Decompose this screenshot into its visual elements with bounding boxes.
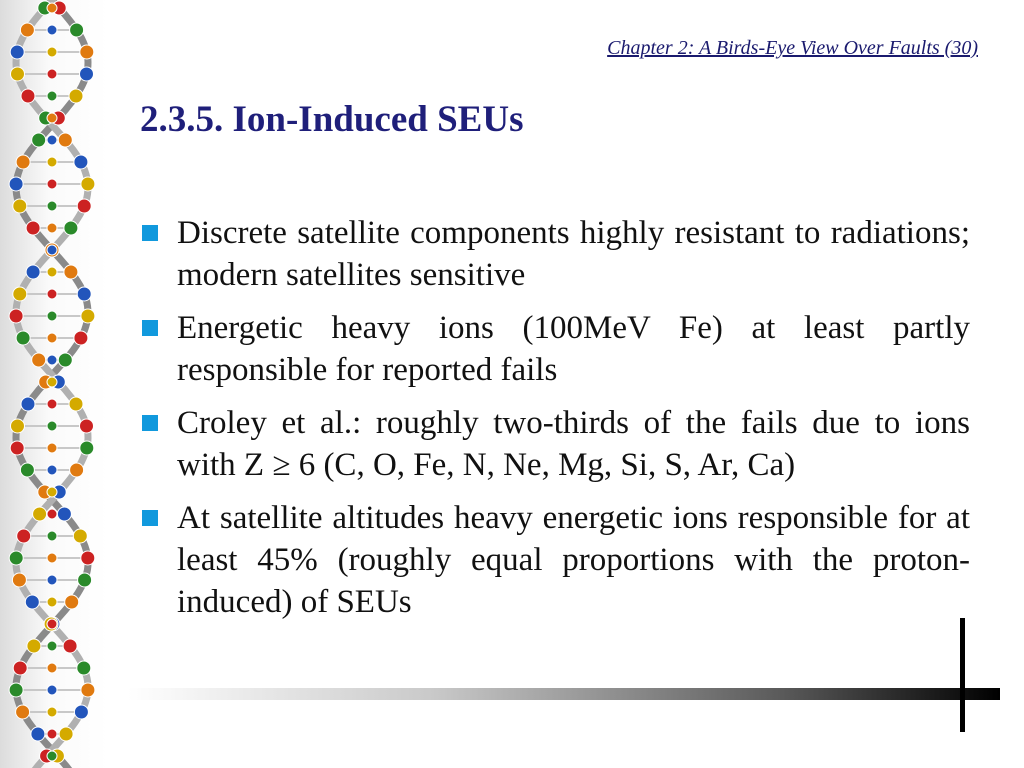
dna-bead xyxy=(21,89,35,103)
dna-bead xyxy=(10,441,24,455)
dna-bead xyxy=(47,69,57,79)
dna-bead xyxy=(65,595,79,609)
dna-bead xyxy=(47,553,57,563)
dna-bead xyxy=(11,67,25,81)
dna-bead xyxy=(47,311,57,321)
dna-bead xyxy=(16,155,30,169)
dna-bead xyxy=(16,331,30,345)
dna-bead xyxy=(47,3,57,13)
dna-bead xyxy=(32,353,46,367)
bullet-item xyxy=(140,212,970,296)
dna-bead xyxy=(47,619,57,629)
dna-bead xyxy=(10,45,24,59)
dna-bead xyxy=(26,221,40,235)
dna-bead xyxy=(13,199,27,213)
dna-bead xyxy=(74,331,88,345)
dna-bead xyxy=(32,133,46,147)
dna-bead xyxy=(9,551,23,565)
dna-bead xyxy=(64,221,78,235)
dna-bead xyxy=(47,223,57,233)
dna-bead xyxy=(11,419,25,433)
dna-bead xyxy=(47,399,57,409)
dna-bead xyxy=(47,729,57,739)
dna-bead xyxy=(47,135,57,145)
bullet-item xyxy=(140,497,970,623)
dna-bead xyxy=(77,199,91,213)
dna-bead xyxy=(47,113,57,123)
dna-bead xyxy=(33,507,47,521)
dna-bead xyxy=(70,463,84,477)
dna-bead xyxy=(47,355,57,365)
dna-helix-graphic xyxy=(0,0,108,768)
dna-bead xyxy=(31,727,45,741)
dna-bead xyxy=(47,179,57,189)
dna-bead xyxy=(80,45,94,59)
dna-bead xyxy=(47,91,57,101)
dna-bead xyxy=(47,333,57,343)
dna-bead xyxy=(64,265,78,279)
dna-bead xyxy=(47,641,57,651)
dna-bead xyxy=(81,177,95,191)
dna-bead xyxy=(47,267,57,277)
bullet-square-icon xyxy=(142,225,158,241)
bullet-item xyxy=(140,307,970,391)
dna-bead xyxy=(47,201,57,211)
dna-bead xyxy=(20,463,34,477)
footer-gradient-rule xyxy=(128,688,1000,700)
bullet-text: At satellite altitudes heavy energetic ions responsible for at least 45% (roughly equal proportions with the proton-induced) of SEUs xyxy=(177,500,970,620)
dna-bead xyxy=(69,397,83,411)
dna-bead xyxy=(77,661,91,675)
chapter-header: Chapter 2: A Birds-Eye View Over Faults (30) xyxy=(607,37,978,59)
dna-bead xyxy=(81,551,95,565)
dna-bead xyxy=(47,487,57,497)
dna-bead xyxy=(80,67,94,81)
dna-bead xyxy=(58,133,72,147)
dna-bead xyxy=(20,23,34,37)
dna-bead xyxy=(26,265,40,279)
dna-bead xyxy=(16,705,30,719)
dna-bead xyxy=(47,751,57,761)
dna-bead xyxy=(13,661,27,675)
dna-bead xyxy=(74,705,88,719)
dna-bead xyxy=(47,465,57,475)
dna-bead xyxy=(47,597,57,607)
bullet-square-icon xyxy=(142,415,158,431)
dna-bead xyxy=(59,727,73,741)
dna-bead xyxy=(47,707,57,717)
bullet-square-icon xyxy=(142,510,158,526)
dna-bead xyxy=(17,529,31,543)
dna-bead xyxy=(80,419,94,433)
dna-bead xyxy=(9,683,23,697)
dna-bead xyxy=(73,529,87,543)
dna-bead xyxy=(63,639,77,653)
dna-bead xyxy=(9,309,23,323)
bullet-text: Croley et al.: roughly two-thirds of the fails due to ions with Z ≥ 6 (C, O, Fe, N, Ne, Mg, Si, S, Ar, Ca) xyxy=(177,405,970,483)
dna-bead xyxy=(57,507,71,521)
dna-bead xyxy=(47,25,57,35)
dna-bead xyxy=(81,309,95,323)
bullet-square-icon xyxy=(142,320,158,336)
dna-bead xyxy=(47,47,57,57)
dna-bead xyxy=(9,177,23,191)
bullet-text: Discrete satellite components highly resistant to radiations; modern satellites sensitive xyxy=(177,215,970,293)
dna-bead xyxy=(47,575,57,585)
bullet-item xyxy=(140,402,970,486)
dna-bead xyxy=(47,245,57,255)
bullet-list xyxy=(140,212,970,634)
dna-bead xyxy=(47,685,57,695)
dna-bead xyxy=(77,287,91,301)
dna-bead xyxy=(81,683,95,697)
dna-helix-decoration xyxy=(0,0,108,768)
dna-bead xyxy=(70,23,84,37)
dna-bead xyxy=(47,377,57,387)
dna-bead xyxy=(74,155,88,169)
dna-bead xyxy=(47,509,57,519)
slide-title: 2.3.5. Ion-Induced SEUs xyxy=(140,99,524,140)
dna-bead xyxy=(58,353,72,367)
dna-bead xyxy=(47,531,57,541)
bullet-text: Energetic heavy ions (100MeV Fe) at least partly responsible for reported fails xyxy=(177,310,970,388)
corner-vertical-mark xyxy=(960,618,965,732)
dna-bead xyxy=(80,441,94,455)
dna-bead xyxy=(47,663,57,673)
dna-bead xyxy=(69,89,83,103)
dna-bead xyxy=(12,573,26,587)
dna-bead xyxy=(25,595,39,609)
dna-bead xyxy=(27,639,41,653)
dna-bead xyxy=(47,443,57,453)
dna-bead xyxy=(47,157,57,167)
dna-bead xyxy=(13,287,27,301)
dna-bead xyxy=(47,421,57,431)
dna-bead xyxy=(78,573,92,587)
dna-bead xyxy=(47,289,57,299)
dna-bead xyxy=(21,397,35,411)
